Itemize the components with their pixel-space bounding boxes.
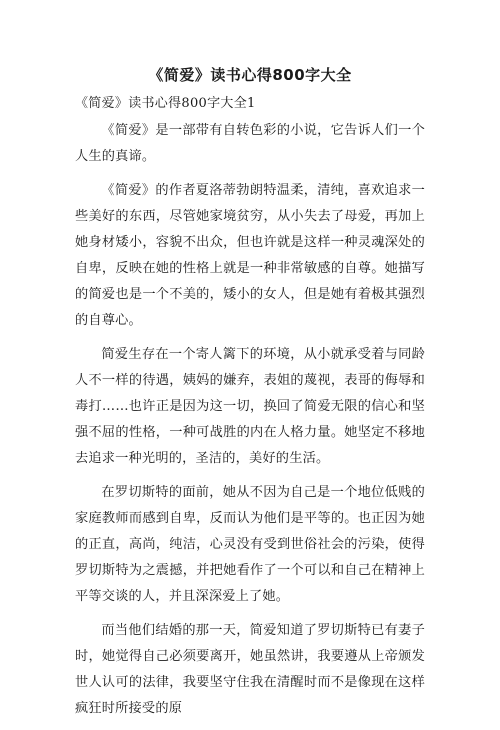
paragraph: 《简爱》的作者夏洛蒂勃朗特温柔，清纯，喜欢追求一些美好的东西，尽管她家境贫穷，从小失去了母爱，再加上她身材矮小，容貌不出众，但也许就是这样一种灵魂深处的自卑，反映在她的性格上就是一种非常敏感的自尊。她描写的简爱也是一个不美的，矮小的女人，但是她有着极其强烈的自尊心。 (75, 183, 425, 328)
document-subtitle: 《简爱》读书心得800字大全1 (75, 96, 256, 111)
paragraph: 简爱生存在一个寄人篱下的环境，从小就承受着与同龄人不一样的待遇，姨妈的嫌弃，表姐的蔑视，表哥的侮辱和毒打……也许正是因为这一切，换回了简爱无限的信心和坚强不屈的性格，一种可战胜的内在人格力量。她坚定不移地去追求一种光明的，圣洁的，美好的生活。 (75, 347, 425, 466)
paragraph: 在罗切斯特的面前，她从不因为自己是一个地位低贱的家庭教师而感到自卑，反而认为他们是平等的。也正因为她的正直，高尚，纯洁，心灵没有受到世俗社会的污染，使得罗切斯特为之震撼，并把她看作了一个可以和自己在精神上平等交谈的人，并且深深爱上了她。 (75, 485, 425, 604)
document-title: 《简爱》读书心得800字大全 (148, 66, 352, 84)
paragraph: 《简爱》是一部带有自转色彩的小说，它告诉人们一个人生的真谛。 (75, 123, 425, 164)
document-body (75, 118, 425, 730)
paragraph: 而当他们结婚的那一天，简爱知道了罗切斯特已有妻子时，她觉得自己必须要离开，她虽然讲，我要遵从上帝颁发世人认可的法律，我要坚守住我在清醒时而不是像现在这样疯狂时所接受的原 (75, 623, 425, 716)
